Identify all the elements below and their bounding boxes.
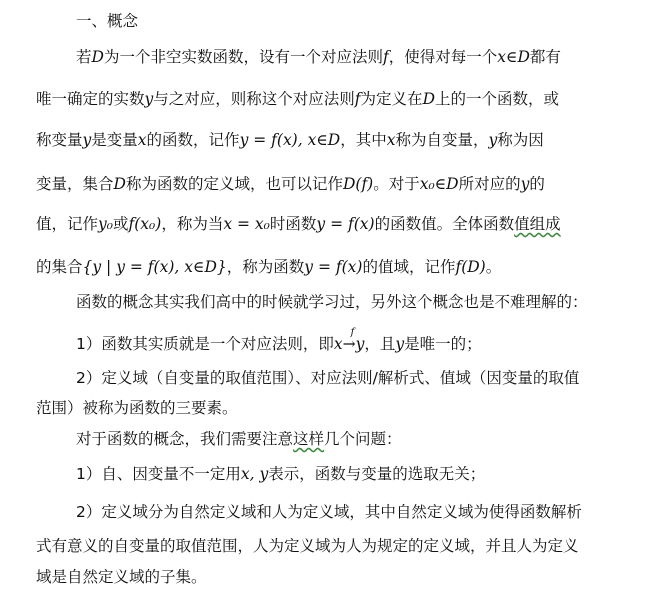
math-x-eq-x0: x = x₀ [223,215,270,233]
grammar-underline-text: 值组成 [514,215,561,233]
text: 唯一确定的实数 [36,90,145,108]
math-y: y [488,131,498,149]
note-item-2-line-1 [76,501,582,523]
math-range-set: {y | y = f(x), x∈D} [82,258,227,276]
list-item-1 [76,327,482,355]
math-y: y [144,90,154,108]
math-x0-in-D: x₀∈D [419,175,459,193]
arrow-symbol: → [342,335,356,353]
list-item-2-line-2 [36,397,238,419]
math-x: x [333,335,343,353]
text: 变量，集合 [36,175,114,193]
math-x-in-D: x∈D [497,48,530,66]
text: 是变量 [91,131,138,149]
text: 2）定义域分为自然定义域和人为定义域，其中自然定义域为使得函数解析 [76,503,582,521]
note-item-1 [76,463,485,485]
definition-line-2 [36,88,559,110]
math-D: D [91,48,104,66]
math-x-y: x, y [240,465,269,483]
math-x: x [137,131,147,149]
text: ，使得对每一个 [388,48,498,66]
text: 的函数值。全体函数 [374,215,515,233]
math-f-of-x0: f(x₀) [128,215,162,233]
list-item-2-line-1 [76,367,579,389]
text: 都有 [529,48,561,66]
text: 的 [529,175,545,193]
heading-text: 一、概念 [76,12,139,30]
text: 称为自变量， [395,131,489,149]
text: ，其中 [340,131,387,149]
math-y-eq-fx: y = f(x) [304,258,363,276]
definition-line-4 [36,173,545,195]
text: 或 [113,215,129,233]
mapping-arrow [342,327,356,355]
math-D: D [422,90,435,108]
text: 值，记作 [36,215,99,233]
grammar-underline-text: 这样 [293,430,325,448]
notes-intro-paragraph [76,428,402,450]
text: 的函数，记作 [146,131,240,149]
text: 称为函数的定义域，也可以记作 [125,175,343,193]
text: 为定义在 [360,90,423,108]
concept-intro-paragraph [76,291,588,313]
text: 式有意义的自变量的取值范围，人为定义域为人为规定的定义域，并且人为定义 [36,537,579,555]
definition-line-3 [36,129,544,151]
text: 为一个非空实数函数，设有一个对应法则 [103,48,383,66]
definition-line-6 [36,256,501,278]
text: 域是自然定义域的子集。 [36,568,207,586]
definition-line-5 [36,213,561,235]
text: ，且 [364,335,396,353]
math-y-eq-fx: y = f(x) [316,215,375,233]
math-f-of-D: f(D) [455,258,486,276]
text: 。 [485,258,502,276]
text: 2）定义域（自变量的取值范围）、对应法则/解析式、值域（因变量的取值 [76,369,580,387]
note-item-2-line-2 [36,535,579,557]
section-heading [76,10,138,32]
text: 函数的概念其实我们高中的时候就学习过，另外这个概念也是不难理解的： [76,293,588,311]
text: 表示，函数与变量的选取无关； [268,465,486,483]
text: ，称为当 [161,215,224,233]
math-D: D [113,175,126,193]
math-y: y [355,335,365,353]
math-D-of-f: D(f) [342,175,374,193]
text: 1）自、因变量不一定用 [76,465,241,483]
text: 称为因 [497,131,544,149]
definition-line-1 [76,46,561,68]
text: 对于函数的概念，我们需要注意 [76,430,294,448]
arrow-label-f: f [350,327,355,338]
note-item-2-line-3 [36,566,207,588]
text: ，称为函数 [226,258,305,276]
text: 的集合 [36,258,83,276]
text: 所对应的 [458,175,521,193]
math-f: f [382,48,389,66]
math-f: f [354,90,361,108]
text: 与之对应，则称这个对应法则 [153,90,355,108]
math-y0: y₀ [98,215,113,233]
text: 称变量 [36,131,83,149]
text: 几个问题： [324,430,402,448]
math-x: x [386,131,396,149]
text: 1）函数其实质就是一个对应法则，即 [76,335,334,353]
math-y: y [520,175,530,193]
text: 。对于 [373,175,420,193]
text: 范围）被称为函数的三要素。 [36,399,238,417]
text: 的值域，记作 [362,258,456,276]
math-y: y [395,335,405,353]
text: 时函数 [269,215,317,233]
text: 上的一个函数，或 [435,90,560,108]
text: 是唯一的； [404,335,482,353]
math-y: y [82,131,92,149]
text: 若 [76,48,92,66]
math-function-notation: y = f(x), x∈D [239,131,341,149]
